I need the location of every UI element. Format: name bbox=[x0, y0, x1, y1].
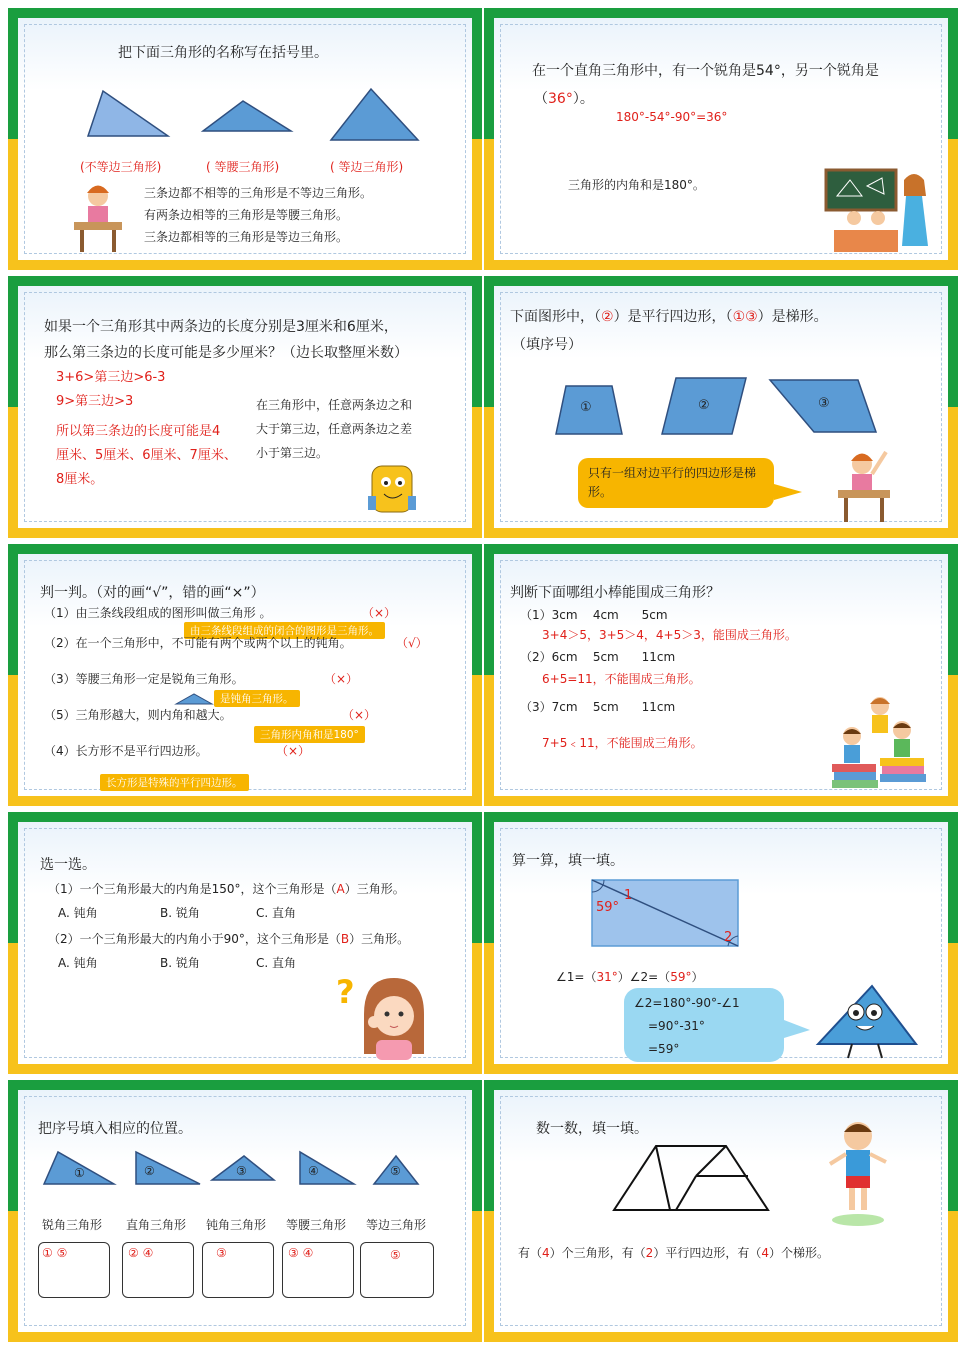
judge-hint-4: 长方形是特殊的平行四边形。 bbox=[100, 774, 249, 791]
slide-8 bbox=[484, 812, 958, 1074]
slide2-calc: 180°-54°-90°=36° bbox=[616, 110, 728, 124]
thinking-girl-illustration bbox=[354, 974, 434, 1060]
slide8-title: 算一算，填一填。 bbox=[512, 853, 624, 869]
quadrilateral-shapes bbox=[494, 374, 948, 444]
category-isosceles: 等腰三角形 bbox=[286, 1218, 347, 1232]
judge-item-4: （4）长方形不是平行四边形。 bbox=[44, 744, 208, 758]
slide3-q2: 那么第三条边的长度可能是多少厘米？（边长取整厘米数） bbox=[44, 345, 408, 361]
stick-group-2: （2）6cm 5cm 11cm bbox=[520, 650, 676, 664]
equilateral-triangle bbox=[331, 89, 418, 140]
slide-9 bbox=[8, 1080, 482, 1342]
shape-label-2: ② bbox=[698, 398, 710, 413]
trapezoid-hint-bubble: 只有一组对边平行的四边形是梯形。 bbox=[578, 458, 774, 508]
answer-equilateral: ⑤ bbox=[390, 1248, 401, 1262]
rule-line-1: 三条边都不相等的三角形是不等边三角形。 bbox=[144, 186, 373, 200]
category-equilateral: 等边三角形 bbox=[366, 1218, 427, 1232]
slide7-title: 选一选。 bbox=[40, 857, 96, 873]
stick-group-1: （1）3cm 4cm 5cm bbox=[520, 608, 668, 622]
answer-1: (不等边三角形) bbox=[80, 160, 162, 174]
slide2-question: 在一个直角三角形中，有一个锐角是54°，另一个锐角是 bbox=[532, 63, 879, 79]
slide4-answer-1: ② bbox=[601, 309, 614, 325]
answer-box-obtuse[interactable] bbox=[202, 1242, 274, 1298]
count-sentence: 有（4）个三角形，有（2）平行四边形，有（4）个梯形。 bbox=[518, 1246, 829, 1260]
angle-59-label: 59° bbox=[596, 900, 620, 915]
triangle-ruler-mascot bbox=[812, 982, 922, 1062]
triangle-label-5: ⑤ bbox=[390, 1164, 401, 1178]
slide3-r3: 小于第三边。 bbox=[256, 446, 329, 460]
answer-right: ② ④ bbox=[128, 1246, 154, 1260]
q2-option-b: B. 锐角 bbox=[160, 956, 200, 970]
triangle-count: 4 bbox=[542, 1246, 550, 1260]
judge-hint-2: 是钝角三角形。 bbox=[214, 690, 300, 707]
triangle-label-1: ① bbox=[74, 1166, 85, 1180]
q2-option-c: C. 直角 bbox=[256, 956, 297, 970]
choice-question-2: （2）一个三角形最大的内角小于90°，这个三角形是（B）三角形。 bbox=[48, 932, 410, 946]
triangle-label-4: ④ bbox=[308, 1164, 319, 1178]
boy-with-backpack-illustration bbox=[824, 1116, 894, 1228]
judge-mark-1: （×） bbox=[362, 606, 397, 620]
slide3-a5: 8厘米。 bbox=[56, 472, 104, 487]
category-obtuse: 钝角三角形 bbox=[206, 1218, 267, 1232]
judge-mark-3: （×） bbox=[324, 672, 359, 686]
slide3-r1: 在三角形中，任意两条边之和 bbox=[256, 398, 413, 412]
isosceles-triangle bbox=[203, 101, 291, 131]
teacher-classroom-illustration bbox=[822, 166, 932, 261]
solution-bubble bbox=[624, 988, 784, 1062]
judge-item-2: （2）在一个三角形中，不可能有两个或两个以上的钝角。 bbox=[44, 636, 352, 650]
slide3-a4: 厘米、5厘米、6厘米、7厘米、 bbox=[56, 448, 237, 463]
slide-7 bbox=[8, 812, 482, 1074]
angle-2-label: 2 bbox=[724, 930, 733, 945]
solution-step-1: ∠2=180°-90°-∠1 bbox=[634, 996, 740, 1010]
trapezoid-count: 4 bbox=[761, 1246, 769, 1260]
angle-question: ∠1=（31°）∠2=（59°） bbox=[556, 970, 704, 984]
parallelogram-count: 2 bbox=[645, 1246, 654, 1260]
shape-label-1: ① bbox=[580, 400, 592, 415]
slide2-answer: 36° bbox=[548, 91, 573, 107]
slide3-r2: 大于第三边，任意两条边之差 bbox=[256, 422, 413, 436]
stick-group-3: （3）7cm 5cm 11cm bbox=[520, 700, 676, 714]
slide-3 bbox=[8, 276, 482, 538]
choice-answer-1: A bbox=[336, 882, 345, 896]
answer-2: ( 等腰三角形) bbox=[206, 160, 280, 174]
angle-answer-1: 31° bbox=[596, 970, 618, 984]
category-acute: 锐角三角形 bbox=[42, 1218, 103, 1232]
slide2-note: 三角形的内角和是180°。 bbox=[568, 178, 705, 192]
slide-6 bbox=[484, 544, 958, 806]
slide-2 bbox=[484, 8, 958, 270]
q1-option-a: A. 钝角 bbox=[58, 906, 98, 920]
judge-hint-3: 三角形内角和是180° bbox=[254, 726, 365, 743]
judge-mark-4: （×） bbox=[276, 744, 311, 758]
slide3-a2: 9>第三边>3 bbox=[56, 394, 134, 409]
slide5-title: 判一判。（对的画“√”，错的画“×”） bbox=[40, 585, 265, 601]
solution-step-3: =59° bbox=[648, 1041, 680, 1056]
triangle-label-3: ③ bbox=[236, 1164, 247, 1178]
slide6-title: 判断下面哪组小棒能围成三角形？ bbox=[510, 585, 720, 601]
solution-step-2: =90°-31° bbox=[648, 1018, 705, 1033]
bubble-tail bbox=[784, 1018, 814, 1040]
bubble-tail bbox=[774, 482, 804, 502]
judge-item-5: （5）三角形越大，则内角和越大。 bbox=[44, 708, 232, 722]
triangle-shapes bbox=[18, 73, 472, 163]
slide3-a3: 所以第三条边的长度可能是4 bbox=[56, 424, 221, 439]
answer-isosceles: ③ ④ bbox=[288, 1246, 314, 1260]
q1-option-b: B. 锐角 bbox=[160, 906, 200, 920]
girl-at-desk-illustration bbox=[68, 178, 128, 258]
slide3-a1: 3+6>第三边>6-3 bbox=[56, 370, 166, 385]
choice-question-1: （1）一个三角形最大的内角是150°，这个三角形是（A）三角形。 bbox=[48, 882, 405, 896]
slide3-q1: 如果一个三角形其中两条边的长度分别是3厘米和6厘米， bbox=[44, 319, 398, 335]
slide4-answer-2: ①③ bbox=[732, 309, 758, 325]
rule-line-3: 三条边都相等的三角形是等边三角形。 bbox=[144, 230, 349, 244]
rule-line-2: 有两条边相等的三角形是等腰三角形。 bbox=[144, 208, 349, 222]
judge-mark-5: （×） bbox=[342, 708, 377, 722]
slide9-title: 把序号填入相应的位置。 bbox=[38, 1121, 192, 1137]
scalene-triangle bbox=[88, 91, 168, 136]
answer-3: ( 等边三角形) bbox=[330, 160, 404, 174]
slide4-question: 下面图形中，（②）是平行四边形，（①③）是梯形。 bbox=[510, 309, 828, 325]
stick-answer-3: 7+5﹤11，不能围成三角形。 bbox=[542, 736, 703, 750]
q1-option-c: C. 直角 bbox=[256, 906, 297, 920]
choice-answer-2: B bbox=[340, 932, 350, 946]
question-mark-icon: ? bbox=[336, 973, 355, 1011]
slide-4 bbox=[484, 276, 958, 538]
stick-answer-2: 6+5=11，不能围成三角形。 bbox=[542, 672, 701, 686]
shape-label-3: ③ bbox=[818, 396, 830, 411]
answer-obtuse: ③ bbox=[216, 1246, 227, 1260]
judge-item-1: （1）由三条线段组成的图形叫做三角形 。 bbox=[44, 606, 272, 620]
angle-1-label: 1 bbox=[624, 888, 633, 903]
composite-figure bbox=[612, 1142, 772, 1214]
judge-mark-2: （√） bbox=[396, 636, 428, 650]
girl-raising-hand-illustration bbox=[834, 446, 898, 526]
q2-option-a: A. 钝角 bbox=[58, 956, 98, 970]
judge-hint-1: 由三条线段组成的闭合的图形是三角形。 bbox=[184, 622, 385, 639]
judge-item-3: （3）等腰三角形一定是锐角三角形。 bbox=[44, 672, 244, 686]
obtuse-triangle-hint-icon bbox=[174, 692, 214, 706]
triangle-label-2: ② bbox=[144, 1164, 155, 1178]
stick-answer-1: 3+4＞5，3+5＞4，4+5＞3，能围成三角形。 bbox=[542, 628, 797, 642]
slide-10 bbox=[484, 1080, 958, 1342]
slide1-title: 把下面三角形的名称写在括号里。 bbox=[118, 45, 328, 61]
slide-1 bbox=[8, 8, 482, 270]
slide10-title: 数一数，填一填。 bbox=[536, 1121, 648, 1137]
backpack-illustration bbox=[364, 456, 420, 518]
slide4-note: （填序号） bbox=[512, 337, 582, 353]
answer-acute: ① ⑤ bbox=[42, 1246, 68, 1260]
category-right: 直角三角形 bbox=[126, 1218, 187, 1232]
angle-answer-2: 59° bbox=[670, 970, 692, 984]
slide-5 bbox=[8, 544, 482, 806]
slide2-answer-line: （36°）。 bbox=[534, 91, 594, 107]
children-on-books-illustration bbox=[828, 694, 928, 790]
